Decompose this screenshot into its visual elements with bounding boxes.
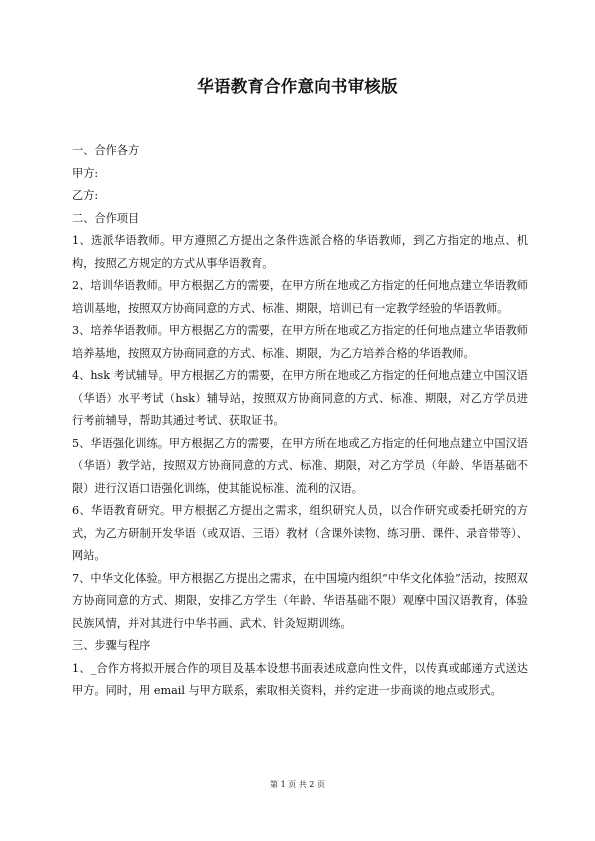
party-b-line: 乙方: bbox=[72, 189, 99, 202]
party-a-line: 甲方: bbox=[72, 166, 99, 180]
project-item-4: 4、hsk 考试辅导。甲方根据乙方的需要，在甲方所在地或乙方指定的任何地点建立中国汉语（华语）水平考试（hsk）辅导站，按照双方协商同意的方式、标准、期限，对乙方学员进行考前辅导，帮助其通过考试、获取证书。 bbox=[72, 369, 528, 427]
project-item-7: 7、中华文化体验。甲方根据乙方提出之需求，在中国境内组织“中华文化体验”活动，按照双方协商同意的方式、期限，安排乙方学生（年龄、华语基础不限）观摩中国汉语教育，体验民族风情，并对其进行中华书画、武术、针灸短期训练。 bbox=[72, 571, 528, 630]
step-item-1: 1、_合作方将拟开展合作的项目及基本设想书面表述成意向性文件，以传真或邮递方式送达甲方。同时，用 email 与甲方联系，索取相关资料，并约定进一步商谈的地点或形式。 bbox=[72, 661, 528, 697]
section-heading-steps: 三、步骤与程序 bbox=[72, 639, 151, 652]
document-title: 华语教育合作意向书审核版 bbox=[197, 77, 398, 96]
project-item-5: 5、华语强化训练。甲方根据乙方的需要，在甲方所在地或乙方指定的任何地点建立中国汉语（华语）教学站，按照双方协商同意的方式、标准、期限，对乙方学员（年龄、华语基础不限）进行汉语口语强化训练，使其能说标准、流利的汉语。 bbox=[72, 436, 528, 495]
project-item-3: 3、培养华语教师。甲方根据乙方的需要，在甲方所在地或乙方指定的任何地点建立华语教师培养基地，按照双方协商同意的方式、标准、期限，为乙方培养合格的华语教师。 bbox=[72, 324, 528, 360]
project-item-1: 1、选派华语教师。甲方遵照乙方提出之条件选派合格的华语教师，到乙方指定的地点、机构，按照乙方规定的方式从事华语教育。 bbox=[72, 234, 528, 270]
page-footer: 第 1 页 共 2 页 bbox=[270, 780, 325, 789]
project-item-6: 6、华语教育研究。甲方根据乙方提出之需求，组织研究人员，以合作研究或委托研究的方式，为乙方研制开发华语（或双语、三语）教材（含课外读物、练习册、课件、录音带等）、网站。 bbox=[72, 504, 528, 562]
document-body bbox=[72, 140, 528, 703]
project-item-2: 2、培训华语教师。甲方根据乙方的需要，在甲方所在地或乙方指定的任何地点建立华语教师培训基地，按照双方协商同意的方式、标准、期限，培训已有一定教学经验的华语教师。 bbox=[72, 279, 528, 315]
section-heading-parties: 一、合作各方 bbox=[72, 144, 140, 157]
section-heading-projects: 二、合作项目 bbox=[72, 211, 140, 225]
